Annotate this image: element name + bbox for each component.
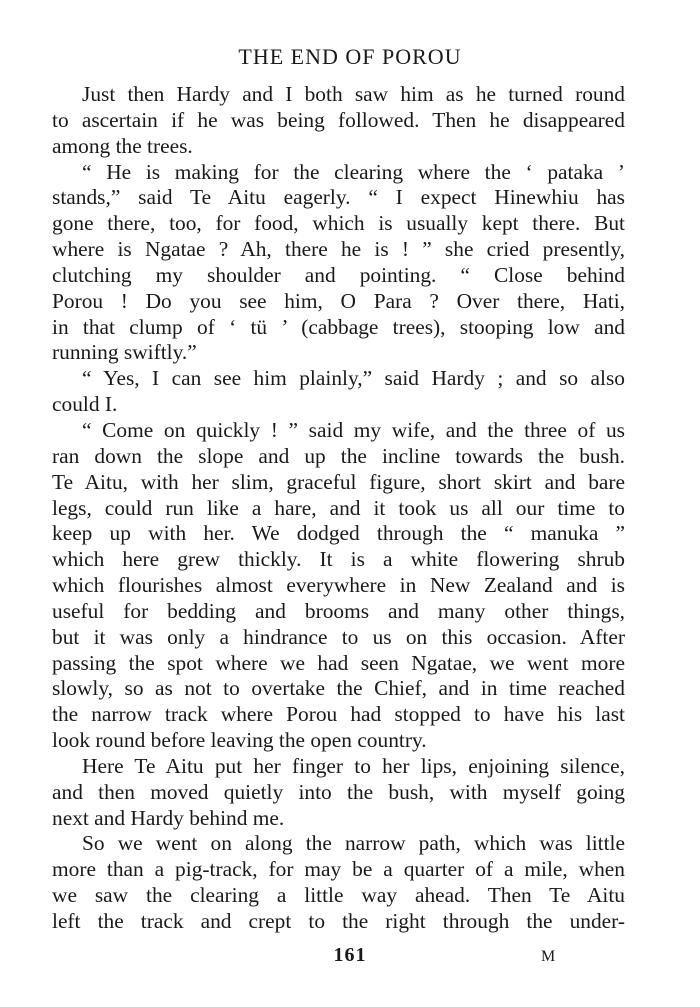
text-line: Te Aitu, with her slim, graceful figure, short skirt and bare <box>52 469 625 494</box>
text-line: left the track and crept to the right through the under- <box>52 909 625 933</box>
text-line: among the trees. <box>52 133 193 158</box>
text-line: to ascertain if he was being followed. Then he disappeared <box>52 107 625 132</box>
body-text <box>52 82 625 935</box>
text-line: slowly, so as not to overtake the Chief, and in time reached <box>52 676 625 701</box>
text-line: So we went on along the narrow path, which was little <box>82 831 625 856</box>
text-line: we saw the clearing a little way ahead. Then Te Aitu <box>52 883 625 908</box>
page-number: 161 <box>333 944 367 966</box>
text-line: useful for bedding and brooms and many other things, <box>52 598 625 623</box>
text-line: clutching my shoulder and pointing. “ Close behind <box>52 262 625 287</box>
text-line: which here grew thickly. It is a white flowering shrub <box>52 547 625 572</box>
text-line: in that clump of ‘ tü ’ (cabbage trees), stooping low and <box>52 314 625 339</box>
text-line: but it was only a hindrance to us on this occasion. After <box>52 624 625 649</box>
text-line: passing the spot where we had seen Ngatae, we went more <box>52 650 625 675</box>
running-head: THE END OF POROU <box>238 44 462 69</box>
text-line: keep up with her. We dodged through the “ manuka ” <box>52 521 625 546</box>
text-line: more than a pig-track, for may be a quarter of a mile, when <box>52 857 625 882</box>
text-line: the narrow track where Porou had stopped to have his last <box>52 702 625 727</box>
text-line: which flourishes almost everywhere in New Zealand and is <box>52 573 625 598</box>
text-line: stands,” said Te Aitu eagerly. “ I expect Hinewhiu has <box>52 185 625 210</box>
text-line: legs, could run like a hare, and it took us all our time to <box>52 495 625 520</box>
text-line: “ Yes, I can see him plainly,” said Hardy ; and so also <box>82 366 625 391</box>
text-line: “ Come on quickly ! ” said my wife, and the three of us <box>82 417 625 442</box>
text-line: look round before leaving the open country. <box>52 728 427 753</box>
text-line: Here Te Aitu put her finger to her lips, enjoining silence, <box>82 753 625 778</box>
text-line: and then moved quietly into the bush, with myself going <box>52 779 625 804</box>
text-line: running swiftly.” <box>52 340 197 365</box>
text-line: Just then Hardy and I both saw him as he turned round <box>82 82 625 106</box>
text-line: “ He is making for the clearing where the ‘ pataka ’ <box>82 159 625 184</box>
text-line: where is Ngatae ? Ah, there he is ! ” she cried presently, <box>52 237 625 262</box>
text-line: gone there, too, for food, which is usually kept there. But <box>52 211 625 236</box>
text-line: next and Hardy behind me. <box>52 805 285 830</box>
text-line: Porou ! Do you see him, O Para ? Over there, Hati, <box>52 288 625 313</box>
signature-mark: M <box>541 948 557 965</box>
text-line: ran down the slope and up the incline towards the bush. <box>52 443 625 468</box>
text-line: could I. <box>52 392 118 417</box>
